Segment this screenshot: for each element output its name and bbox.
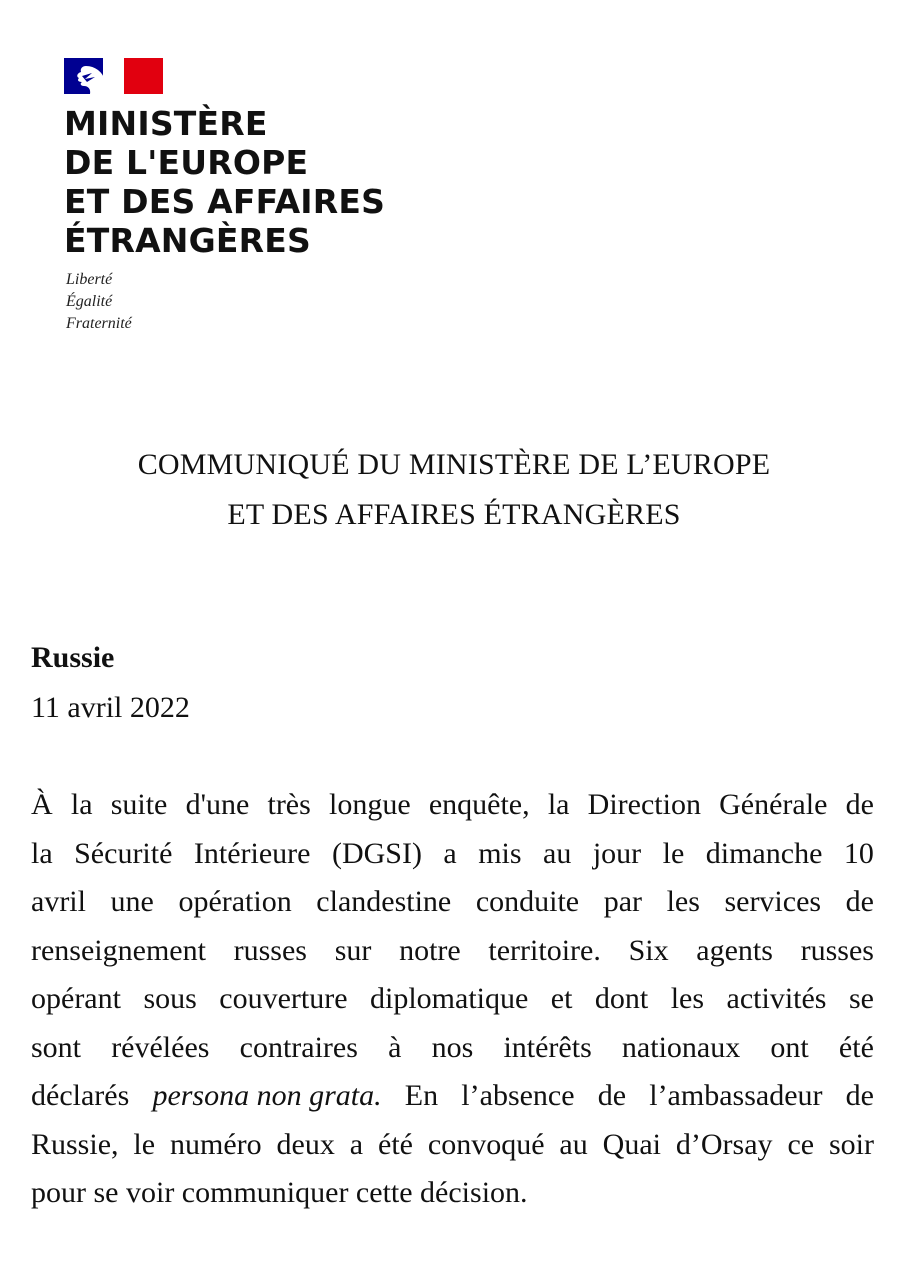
title-line: COMMUNIQUÉ DU MINISTÈRE DE L’EUROPE xyxy=(137,448,771,481)
body-word: les xyxy=(666,885,700,918)
body-word: deux xyxy=(276,1127,335,1161)
body-word: Quai xyxy=(602,1127,661,1161)
ministry-name-line: ÉTRANGÈRES xyxy=(64,221,311,260)
body-word: intérêts xyxy=(503,1030,592,1064)
body-word: services xyxy=(724,885,822,918)
body-word: une xyxy=(110,885,154,918)
motto-egalite: Égalité xyxy=(66,293,113,310)
title-line: ET DES AFFAIRES ÉTRANGÈRES xyxy=(227,498,681,531)
body-word: la xyxy=(31,836,53,870)
body-word: 10 xyxy=(843,836,874,870)
body-word: la xyxy=(547,788,570,821)
body-word: par xyxy=(603,885,642,918)
body-word: la xyxy=(70,788,93,821)
body-word: activités xyxy=(726,982,827,1015)
topic-heading: Russie xyxy=(31,641,115,674)
body-word: et xyxy=(550,982,573,1015)
body-word: longue xyxy=(329,788,411,821)
body-word: À xyxy=(31,788,53,821)
body-word: suite xyxy=(110,788,168,821)
body-word: été xyxy=(378,1127,413,1161)
body-word: persona non grata. xyxy=(152,1079,382,1112)
motto-liberte: Liberté xyxy=(66,271,113,288)
body-word: l’ambassadeur xyxy=(649,1079,823,1112)
body-word: avril xyxy=(31,885,86,918)
motto-fraternite: Fraternité xyxy=(66,315,132,332)
body-word: Sécurité xyxy=(74,836,173,870)
body-word: opérant xyxy=(31,982,121,1015)
body-word: agents xyxy=(696,933,773,967)
body-word: conduite xyxy=(475,885,580,918)
body-word: contraires xyxy=(239,1030,358,1064)
flag-red-band xyxy=(124,58,163,94)
ministry-name-line: MINISTÈRE xyxy=(64,104,268,143)
body-word: d'une xyxy=(185,788,250,821)
body-word: En xyxy=(404,1079,439,1112)
body-word: les xyxy=(670,982,705,1015)
body-word: dimanche xyxy=(705,836,823,870)
body-word: jour xyxy=(592,836,642,870)
body-word: soir xyxy=(828,1127,874,1161)
body-word: l’absence xyxy=(461,1079,575,1112)
body-word: enquête, xyxy=(428,788,530,821)
marianne-flag-icon xyxy=(64,58,163,94)
body-word: couverture xyxy=(219,982,348,1015)
body-word: diplomatique xyxy=(370,982,529,1015)
body-word: de xyxy=(845,1079,874,1112)
body-word: (DGSI) xyxy=(331,836,422,870)
body-word: sont xyxy=(31,1030,82,1064)
body-word: de xyxy=(845,788,874,821)
body-word: de xyxy=(597,1079,627,1112)
body-word: très xyxy=(267,788,311,821)
body-word: a xyxy=(349,1127,364,1161)
body-word: dont xyxy=(594,982,649,1015)
body-word: notre xyxy=(399,933,461,967)
body-word: numéro xyxy=(169,1127,262,1161)
body-word: ont xyxy=(770,1030,809,1064)
body-word: clandestine xyxy=(316,885,452,918)
ministry-name-line: ET DES AFFAIRES xyxy=(64,182,386,221)
body-word: russes xyxy=(233,933,307,967)
body-word: territoire. xyxy=(488,933,601,967)
body-word: opération xyxy=(178,885,292,918)
body-line xyxy=(31,781,874,830)
body-word: Six xyxy=(628,933,669,967)
body-word: déclarés xyxy=(31,1079,130,1112)
flag-white-band xyxy=(103,58,124,94)
body-word: renseignement xyxy=(31,933,206,967)
body-word: le xyxy=(133,1127,156,1161)
body-line xyxy=(31,1121,874,1170)
body-word: nationaux xyxy=(621,1030,741,1064)
body-word: russes xyxy=(800,933,874,967)
communique-title xyxy=(0,440,908,540)
body-line xyxy=(31,830,874,879)
body-word: se xyxy=(848,982,874,1015)
body-word: d’Orsay xyxy=(675,1127,773,1161)
body-word: Direction xyxy=(587,788,701,821)
body-word: Intérieure xyxy=(193,836,311,870)
body-word: au xyxy=(559,1127,588,1161)
body-word: a xyxy=(443,836,457,870)
communique-body xyxy=(31,781,874,1218)
publication-date: 11 avril 2022 xyxy=(31,691,190,724)
ministry-name-line: DE L'EUROPE xyxy=(64,143,309,182)
body-word: sur xyxy=(334,933,372,967)
body-word: de xyxy=(845,885,874,918)
body-word: Générale xyxy=(719,788,828,821)
body-word: au xyxy=(543,836,572,870)
republic-motto xyxy=(66,269,132,335)
body-line xyxy=(31,1024,874,1073)
body-word: le xyxy=(662,836,685,870)
body-word: nos xyxy=(431,1030,474,1064)
body-word: convoqué xyxy=(427,1127,545,1161)
body-word: sous xyxy=(143,982,197,1015)
body-line xyxy=(31,1072,874,1121)
ministry-name xyxy=(64,104,385,260)
body-word: Russie, xyxy=(31,1127,119,1161)
body-line xyxy=(31,927,874,976)
body-line xyxy=(31,975,874,1024)
body-line-last: pour se voir communiquer cette décision. xyxy=(31,1176,528,1209)
body-word: révélées xyxy=(111,1030,210,1064)
body-word: été xyxy=(838,1030,874,1064)
body-word: mis xyxy=(478,836,522,870)
body-word: ce xyxy=(787,1127,815,1161)
body-word: à xyxy=(388,1030,402,1064)
body-line xyxy=(31,878,874,927)
